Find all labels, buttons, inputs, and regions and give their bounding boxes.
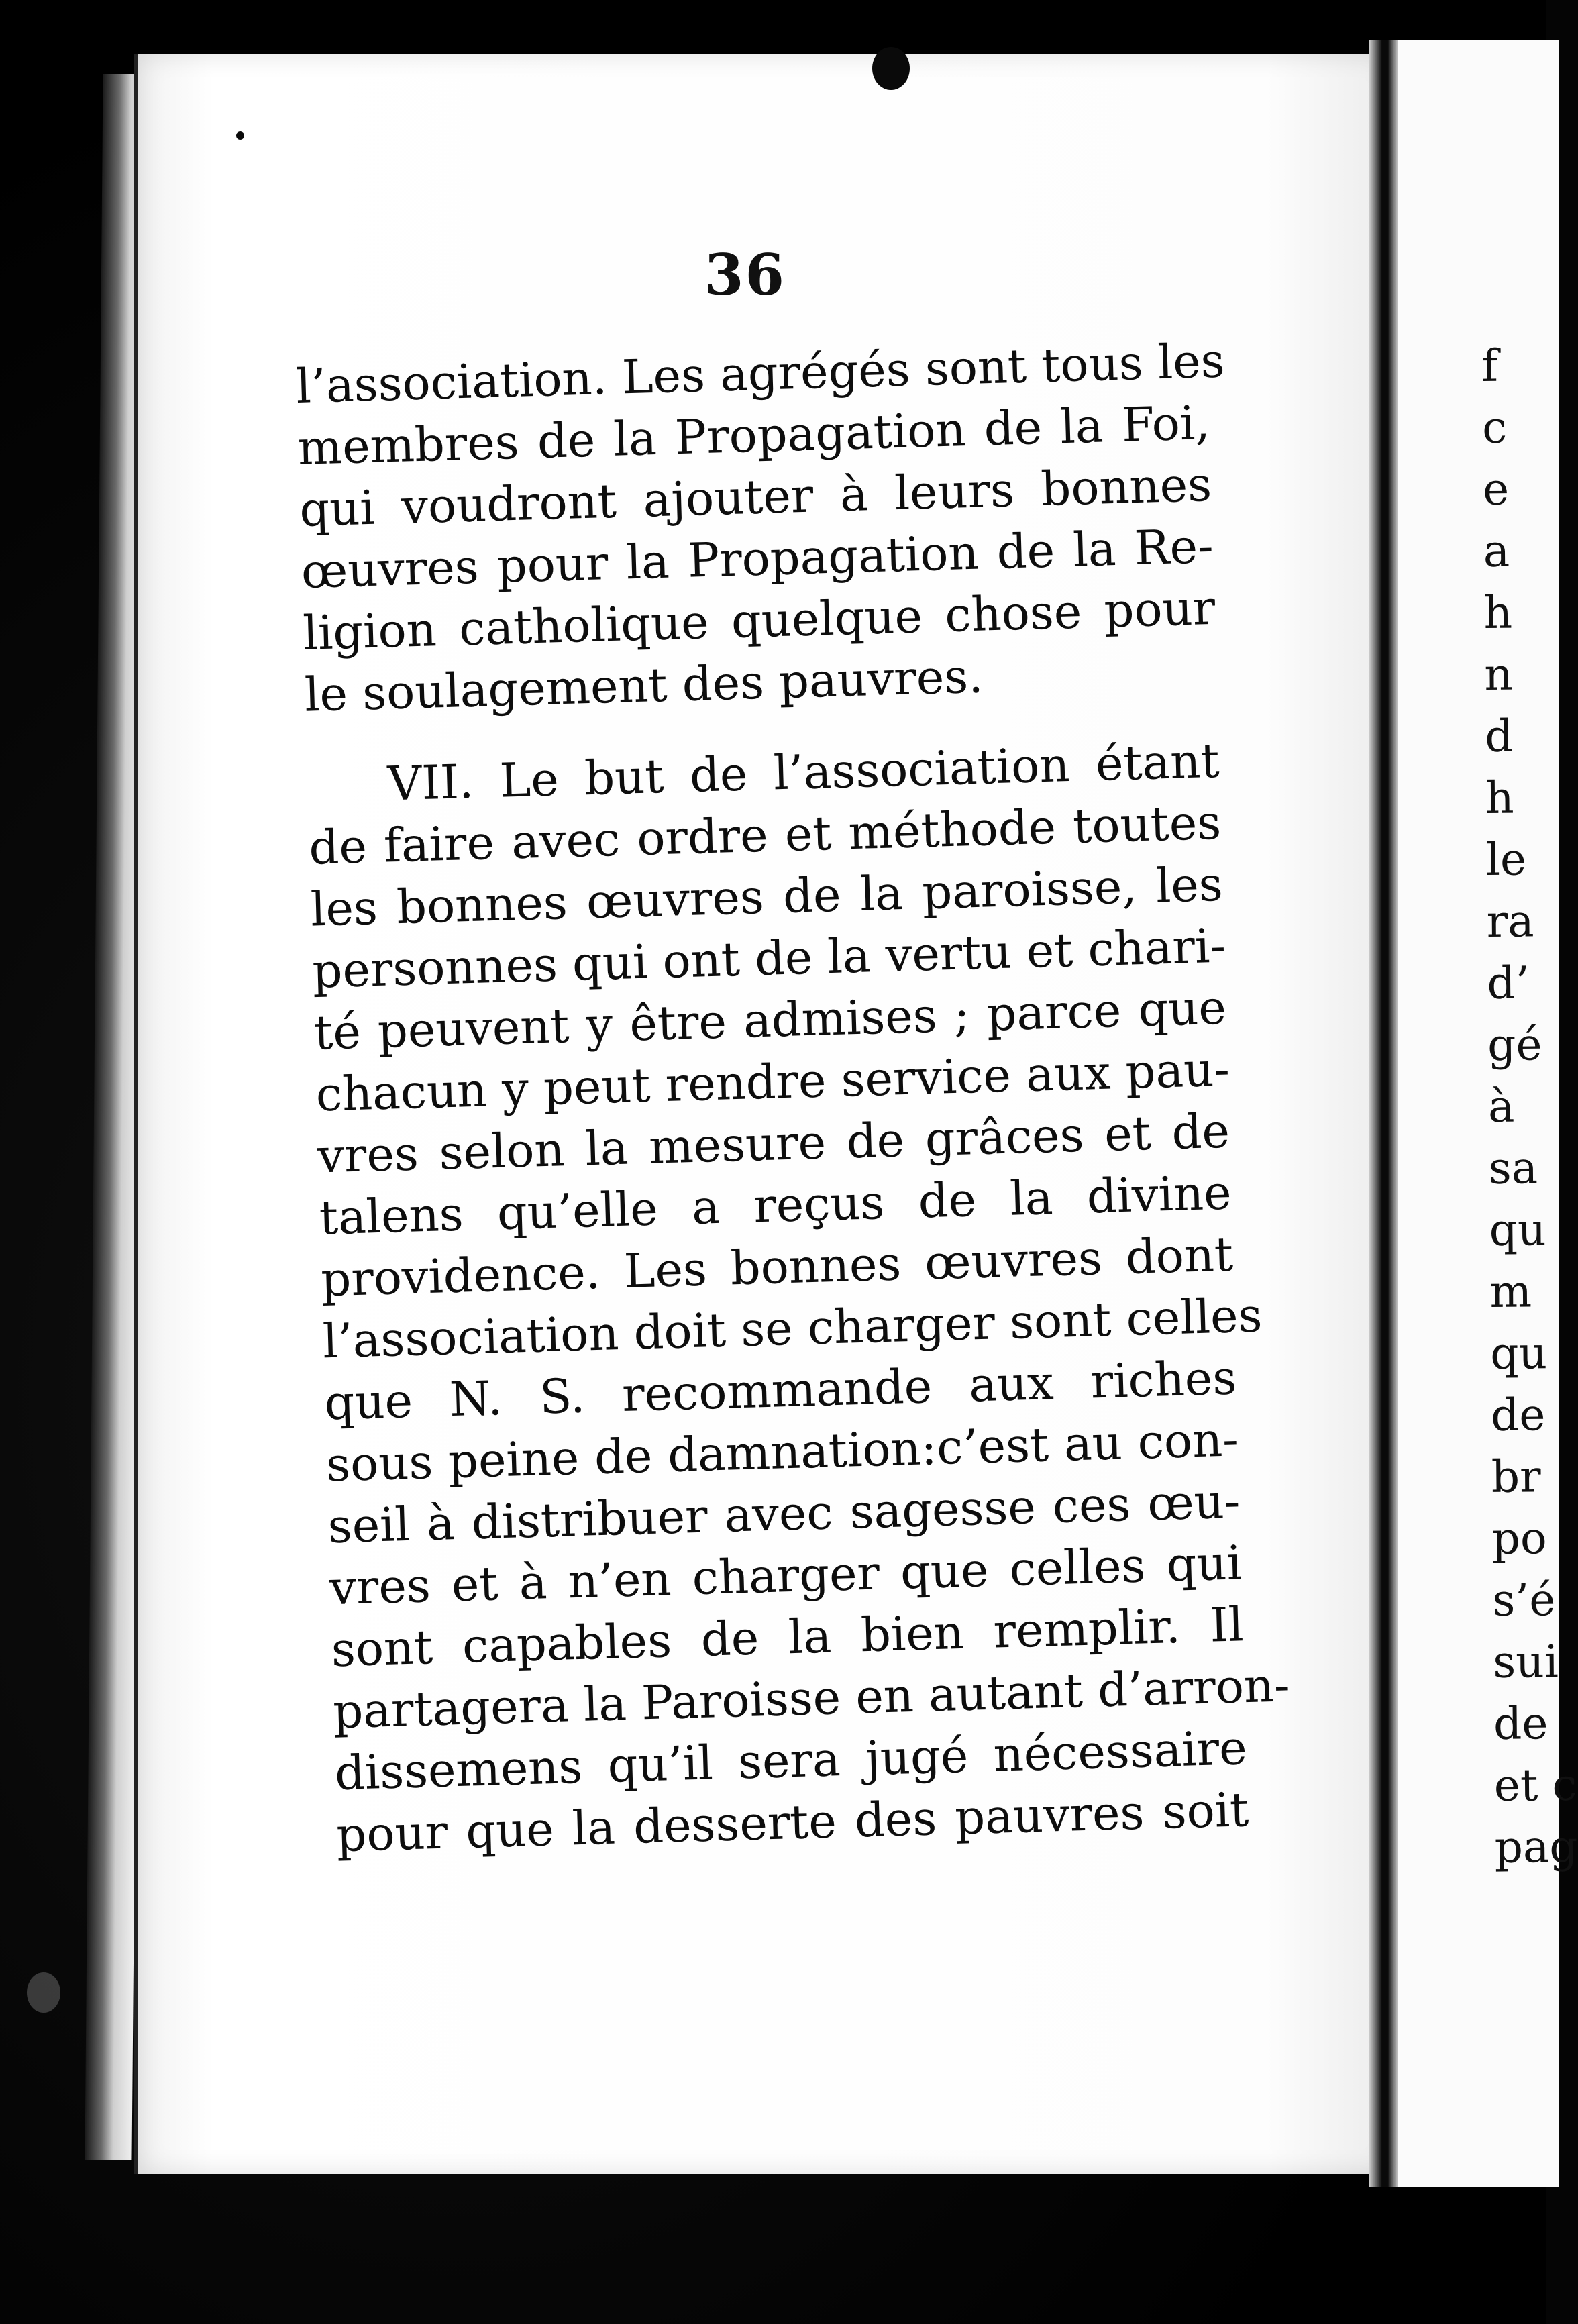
text-line: talens qu’elle a reçus de la divine xyxy=(318,1165,1232,1246)
text-line: œuvres pour la Propagation de la Re- xyxy=(300,518,1214,599)
text-line: providence. Les bonnes œuvres dont xyxy=(320,1226,1234,1308)
text-line: l’association. Les agrégés sont tous les xyxy=(295,333,1226,414)
text-line: sous peine de damnation:c’est au con- xyxy=(325,1412,1239,1493)
fragment-line: e xyxy=(1482,463,1510,515)
fragment-line: s’é xyxy=(1492,1574,1556,1626)
fragment-line: à xyxy=(1487,1080,1515,1132)
text-line: le soulagement des pauvres. xyxy=(303,648,984,723)
fragment-line: n xyxy=(1484,648,1514,700)
fragment-line: le xyxy=(1485,833,1527,886)
fragment-line: ra xyxy=(1486,895,1534,947)
paragraph-article-vii xyxy=(307,729,1290,1866)
text-line: dissemens qu’il sera jugé nécessaire xyxy=(333,1720,1248,1801)
fragment-line: m xyxy=(1489,1265,1532,1318)
text-line: les bonnes œuvres de la paroisse, les xyxy=(309,856,1224,937)
book-gutter xyxy=(1369,40,1398,2187)
text-line: chacun y peut rendre service aux pau- xyxy=(315,1041,1230,1122)
fragment-line: d xyxy=(1484,710,1514,762)
text-line: qui voudront ajouter à leurs bonnes xyxy=(299,456,1213,537)
text-line: partagera la Paroisse en autant d’arron- xyxy=(332,1657,1291,1740)
text-line: seil à distribuer avec sagesse ces œu- xyxy=(327,1473,1241,1554)
text-line: vres selon la mesure de grâces et de xyxy=(317,1103,1230,1184)
text-line: ligion catholique quelque chose pour xyxy=(302,580,1216,661)
fragment-line: sa xyxy=(1488,1142,1538,1194)
text-line: vres et à n’en charger que celles qui xyxy=(329,1535,1243,1616)
fragment-line: a xyxy=(1483,525,1510,577)
page-body-text xyxy=(295,329,1290,1866)
text-line: que N. S. recommande aux riches xyxy=(323,1350,1238,1431)
fragment-line: gé xyxy=(1487,1018,1542,1071)
fragment-line: br xyxy=(1491,1450,1541,1503)
fragment-line: qu xyxy=(1489,1204,1546,1256)
text-line: membres de la Propagation de la Foi, xyxy=(297,394,1211,476)
fragment-line: d’ xyxy=(1487,957,1530,1009)
fragment-line: de xyxy=(1490,1389,1546,1441)
text-line: pour que la desserte des pauvres soit xyxy=(335,1782,1250,1863)
dust-speck xyxy=(27,1972,60,2013)
fragment-line: c xyxy=(1481,401,1508,454)
text-line: té peuvent y être admises ; parce que xyxy=(313,980,1227,1061)
text-line: l’association doit se charger sont celles xyxy=(321,1287,1263,1369)
fragment-line: f xyxy=(1481,339,1499,392)
fragment-line: po xyxy=(1491,1512,1547,1565)
fragment-line: qu xyxy=(1489,1327,1548,1379)
fragment-line: sui xyxy=(1492,1636,1559,1688)
binding-hole xyxy=(872,47,910,90)
fragment-line: h xyxy=(1485,772,1514,824)
text-line: de faire avec ordre et méthode toutes xyxy=(308,794,1222,876)
text-line: VII. Le but de l’association étant xyxy=(386,733,1220,812)
fragment-line: pag xyxy=(1494,1820,1578,1873)
facing-page-text-fragments xyxy=(1481,335,1578,1879)
text-line: personnes qui ont de la vertu et chari- xyxy=(311,918,1227,999)
fragment-line: de xyxy=(1493,1697,1548,1750)
text-line: sont capables de la bien remplir. Il xyxy=(330,1597,1245,1678)
fragment-line: h xyxy=(1483,586,1513,639)
fragment-line: et c xyxy=(1493,1758,1577,1811)
page-number: 36 xyxy=(704,242,786,308)
paragraph-continuation xyxy=(295,329,1258,725)
dust-speck xyxy=(236,131,244,140)
